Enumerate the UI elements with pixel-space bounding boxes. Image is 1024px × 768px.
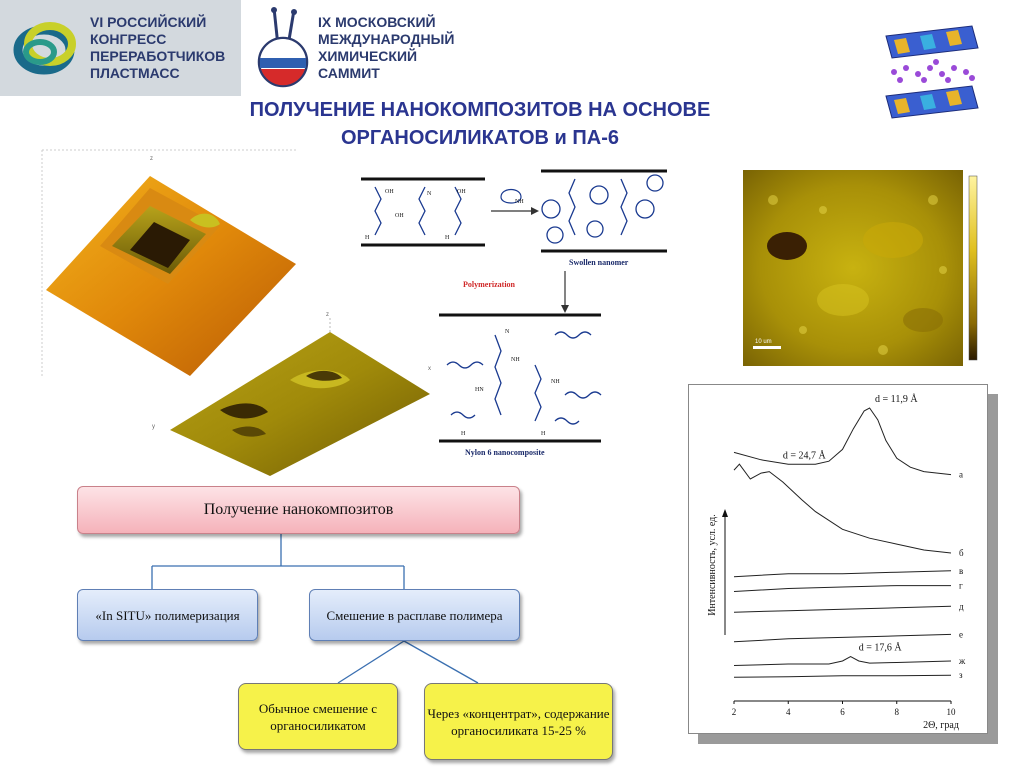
series-line-3 [734,571,951,577]
svg-text:OH: OH [457,189,466,195]
series-label: з [959,670,963,681]
svg-text:y: y [152,424,155,430]
series-label: ж [959,656,966,667]
flowchart-melt-box: Смешение в расплаве полимера [309,589,520,641]
y-axis-label: Интенсивность, усл. ед. [707,514,718,616]
series-label: а [959,469,963,480]
svg-text:NH: NH [515,199,524,205]
flowchart-ordinary-box: Обычное смешение с органосиликатом [238,683,398,750]
slide-title-line1: ПОЛУЧЕНИЕ НАНОКОМПОЗИТОВ НА ОСНОВЕ [249,99,711,121]
x-tick-label: 6 [840,707,845,717]
congress-name: VI РОССИЙСКИЙ КОНГРЕСС ПЕРЕРАБОТЧИКОВ ПЛАСТМАСС [90,14,226,81]
svg-text:H: H [461,431,466,437]
series-label: б [959,548,964,558]
series-line-6 [734,634,951,641]
flowchart-insitu-box: «In SITU» полимеризация [77,589,258,641]
svg-text:OH: OH [385,189,394,195]
series-label: е [959,629,963,640]
svg-text:OH: OH [395,213,404,219]
x-tick-label: 4 [786,707,791,717]
nylon-nanocomposite-label: Nylon 6 nanocomposite [465,448,545,457]
xrd-chart [689,385,987,733]
svg-text:HN: HN [475,387,484,393]
svg-text:H: H [445,235,450,241]
xrd-chart-frame [688,384,988,734]
svg-text:x: x [428,366,431,372]
x-tick-label: 2 [731,707,737,717]
summit-name: IX МОСКОВСКИЙ МЕЖДУНАРОДНЫЙ ХИМИЧЕСКИЙ САММИТ [318,14,455,81]
series-label: д [959,601,964,612]
slide-title-line2: ОРГАНОСИЛИКАТОВ и ПА-6 [340,127,620,149]
svg-text:NH: NH [511,357,520,363]
swollen-nanomer-label: Swollen nanomer [569,258,629,267]
peak-annotation: d = 17,6 Å [858,642,902,654]
svg-text:H: H [365,235,370,241]
svg-text:NH: NH [551,379,560,385]
series-label: в [959,565,964,576]
flowchart-concentrate-box: Через «концентрат», содержание органосиликата 15-25 % [424,683,613,760]
svg-text:N: N [505,329,510,335]
afm-scale-bar: 10 um [755,339,772,345]
series-line-1 [734,408,951,475]
series-line-7 [734,657,951,666]
x-axis-label: 2Θ, град [923,720,959,731]
svg-text:z: z [150,156,153,162]
flowchart-root-box: Получение нанокомпозитов [77,486,520,534]
y-axis-arrowhead [722,509,728,517]
peak-annotation: d = 24,7 Å [782,450,826,462]
series-label: г [959,580,963,591]
x-tick-label: 10 [946,707,956,717]
svg-text:z: z [326,312,329,318]
series-line-5 [734,606,951,612]
svg-text:H: H [541,431,546,437]
series-line-4 [734,586,951,592]
polymerization-label: Polymerization [463,280,515,289]
series-line-8 [734,675,951,677]
peak-annotation: d = 11,9 Å [875,394,918,406]
x-tick-label: 8 [894,707,899,717]
svg-text:N: N [427,191,432,197]
series-line-2 [734,464,951,553]
